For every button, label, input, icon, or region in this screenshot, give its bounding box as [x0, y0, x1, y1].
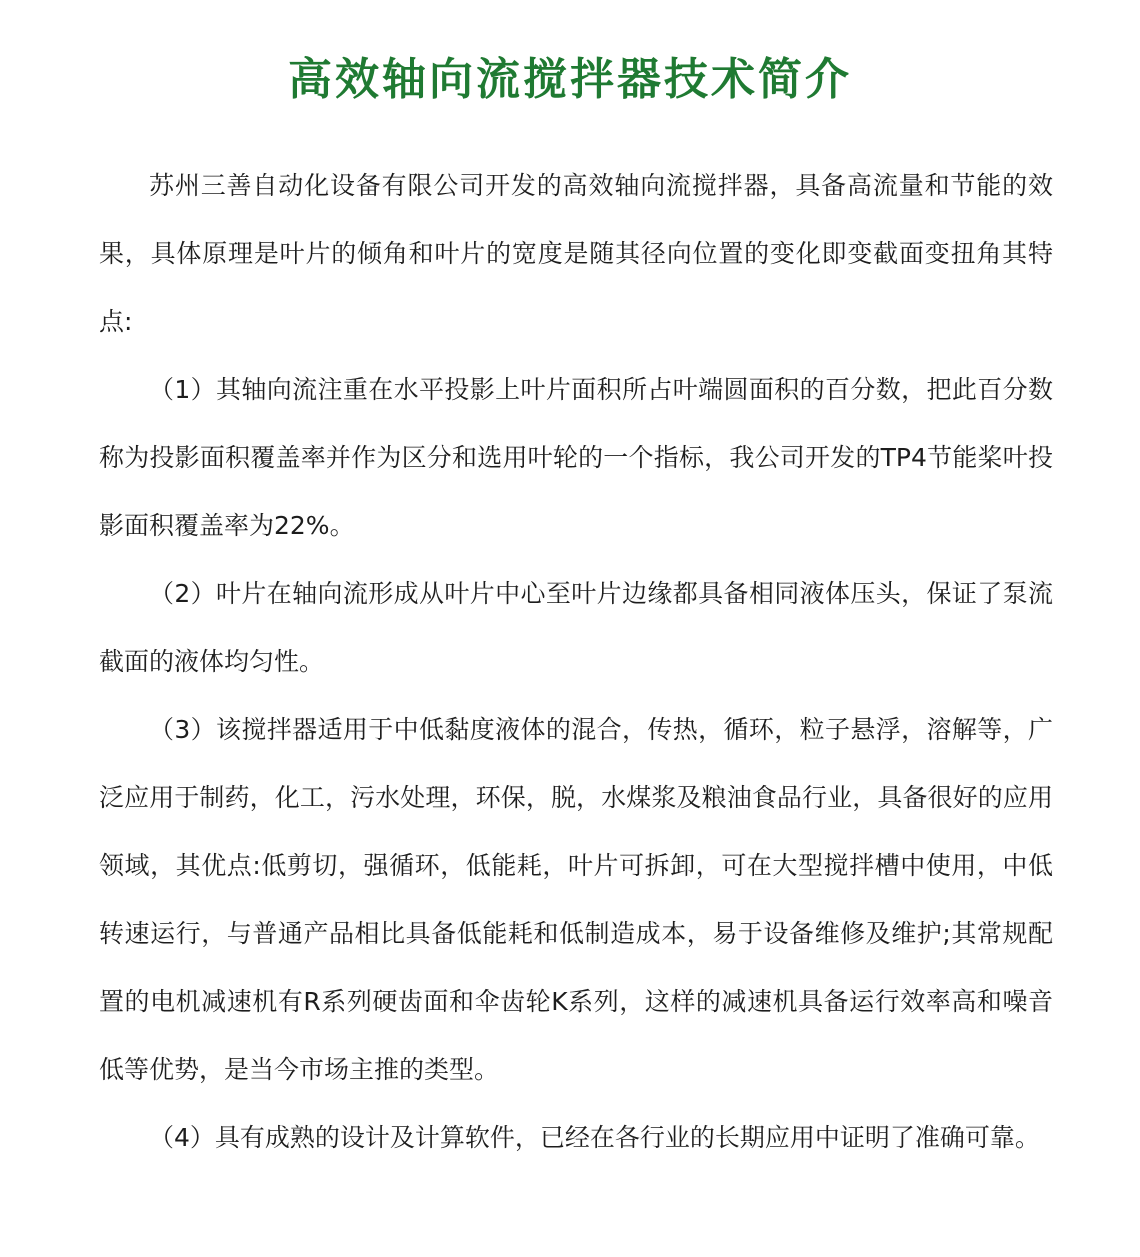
document-body — [99, 152, 1053, 1172]
paragraph-feature-1: （1）其轴向流注重在水平投影上叶片面积所占叶端圆面积的百分数，把此百分数称为投影面积覆盖率并作为区分和选用叶轮的一个指标，我公司开发的TP4节能桨叶投影面积覆盖率为22%。 — [99, 375, 1053, 540]
paragraph-feature-3: （3）该搅拌器适用于中低黏度液体的混合，传热，循环，粒子悬浮，溶解等，广泛应用于制药，化工，污水处理，环保，脱，水煤浆及粮油食品行业，具备很好的应用领域，其优点:低剪切，强循环，低能耗，叶片可拆卸，可在大型搅拌槽中使用，中低转速运行，与普通产品相比具备低能耗和低制造成本，易于设备维修及维护;其常规配置的电机减速机有R系列硬齿面和伞齿轮K系列，这样的减速机具备运行效率高和噪音低等优势，是当今市场主推的类型。 — [99, 715, 1053, 1084]
paragraph-feature-2: （2）叶片在轴向流形成从叶片中心至叶片边缘都具备相同液体压头，保证了泵流截面的液体均匀性。 — [99, 579, 1053, 676]
document-title: 高效轴向流搅拌器技术简介 — [288, 54, 852, 105]
paragraph-intro: 苏州三善自动化设备有限公司开发的高效轴向流搅拌器，具备高流量和节能的效果，具体原理是叶片的倾角和叶片的宽度是随其径向位置的变化即变截面变扭角其特点: — [99, 171, 1053, 336]
paragraph-feature-4: （4）具有成熟的设计及计算软件，已经在各行业的长期应用中证明了准确可靠。 — [149, 1123, 1040, 1152]
